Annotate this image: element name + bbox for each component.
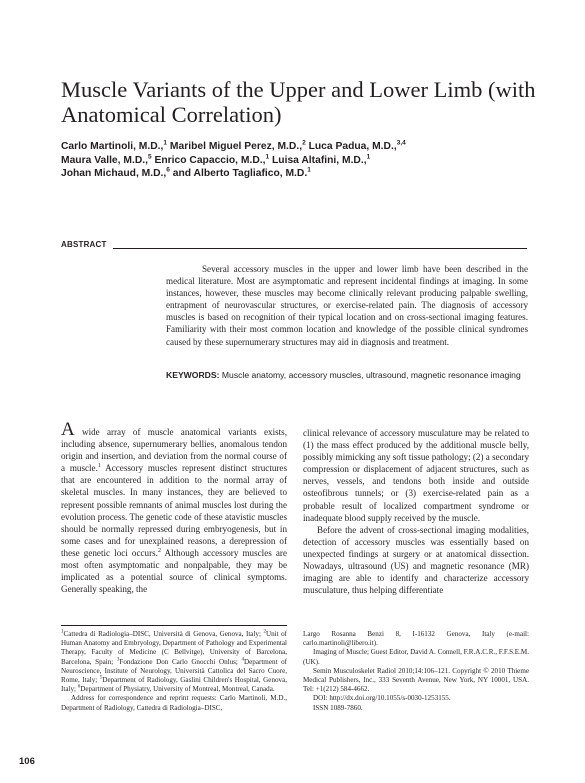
author-affiliation-ref: 5: [147, 153, 152, 161]
affiliation-text: Fondazione Don Carlo Gnocchi Onlus;: [119, 657, 238, 666]
affiliation-number: 5: [99, 675, 103, 681]
affiliation-text: Department of Physiatry, University of Montreal, Montreal, Canada.: [80, 685, 275, 694]
doi-link[interactable]: DOI: http://dx.doi.org/10.1055/s-0030-1253155.: [313, 694, 451, 703]
footnote-affiliations: [61, 630, 287, 713]
author-affiliation-ref: 2: [302, 139, 306, 147]
affiliation-text: Department of Neuroscience, Institute of Neurology, Università Cattolica del Sacro Cuore, Rome, Italy;: [61, 657, 288, 685]
author-affiliation-ref: 1: [307, 166, 311, 174]
keywords-text: Muscle anatomy, accessory muscles, ultrasound, magnetic resonance imaging: [221, 370, 521, 380]
abstract-text: Several accessory muscles in the upper and lower limb have been described in the medical literature. Most are asymptomatic and represent incidental findings at imaging. In some instances, however, these muscles may become clinically relevant producing palpable swelling, entrapment of neurovascular structures, or exercise-related pain. The diagnosis of accessory muscles is based on recognition of their typical location and on cross-sectional imaging features. Familiarity with their most common location and knowledge of the possible clinical syndromes caused by these supernumerary structures may aid in diagnosis and treatment.: [166, 264, 528, 347]
author-name: Maribel Miguel Perez, M.D.,: [169, 141, 303, 152]
body-column-right: [303, 427, 529, 596]
author-name: Enrico Capaccio, M.D.,: [154, 154, 266, 166]
body-paragraph: clinical relevance of accessory musculature may be related to (1) the mass effect produced by the additional muscle belly, possibly mimicking any soft tissue pathology; (2) a secondary compression or displacement of adjacent structures, such as nerves, vessels, and tendons both inside and outside osteofibrous tunnels; or (3) exercise-related pain as a probable result of localized compartment syndrome or inadequate blood supply received by the muscle.: [303, 428, 529, 523]
author-name: Luca Padua, M.D.,: [308, 141, 397, 152]
author-name: Maura Valle, M.D.,: [61, 154, 148, 166]
footnote-divider: [61, 625, 287, 626]
abstract-heading: ABSTRACT: [61, 240, 113, 249]
author-affiliation-ref: 1: [366, 153, 371, 161]
affiliations-paragraph: [61, 630, 287, 694]
citation-info: Semin Musculoskelet Radiol 2010;14:106–121. Copyright © 2010 Thieme Medical Publishers, Inc., 333 Seventh Avenue, New York, NY 10001, USA. Tel: +1(212) 584-4662.: [303, 666, 529, 694]
correspondence-address: Address for correspondence and reprint requests: Carlo Martinoli, M.D., Department of Radiology, Cattedra di Radiologia–DISC,: [61, 694, 287, 712]
abstract-divider: [61, 248, 527, 249]
author-affiliation-ref: 6: [166, 166, 170, 174]
page-number: 106: [19, 756, 35, 767]
author-list: [61, 140, 531, 181]
footnote-publication-info: [303, 630, 529, 713]
keywords-label: KEYWORDS:: [166, 370, 220, 380]
affiliation-number: 4: [241, 657, 244, 663]
author-name: Johan Michaud, M.D.,: [61, 168, 167, 179]
body-paragraph: Before the advent of cross-sectional imaging modalities, detection of accessory muscles was essentially based on unexpected findings at surgery or at anatomical dissection. Nowadays, ultrasound (US) and magnetic resonance (MR) imaging are able to identify and characterize accessory musculature, thus helping differentiate: [303, 524, 529, 596]
body-paragraph: [61, 419, 287, 595]
issn-info: ISSN 1089-7860.: [313, 703, 363, 712]
affiliation-number: 6: [77, 684, 81, 690]
body-text: Accessory muscles represent distinct structures that are encountered in addition to the normal array of skeletal muscles. In many instances, they are believed to represent possible remnants of animal muscles lost during the evolution process. The genetic code of these atavistic muscles should be normally repressed during embryogenesis, but in some cases and for unexplained reasons, a derepression of these genetic loci occurs.: [61, 463, 287, 558]
affiliation-number: 2: [263, 629, 266, 635]
affiliation-text: Department of Radiology, Gaslini Children's Hospital, Genova, Italy;: [61, 676, 288, 694]
affiliation-number: 1: [61, 629, 64, 635]
body-text: wide array of muscle anatomical variants exists, including absence, supernumerary bellies, anomalous tendon origin and insertion, and deviation from the normal course of a muscle.: [61, 427, 287, 474]
affiliation-number: 3: [116, 657, 120, 663]
keywords: [166, 370, 528, 382]
affiliation-text: Cattedra di Radiologia–DISC, Università di Genova, Genova, Italy;: [63, 630, 261, 638]
author-name: Carlo Martinoli, M.D.,: [61, 141, 164, 152]
affiliation-text: Unit of Human Anatomy and Embryology, Department of Pathology and Experimental Therapy, Faculty of Medicine (C Bellvitge), University of Barcelona, Barcelona, Spain;: [61, 630, 288, 666]
author-name: and Alberto Tagliafico, M.D.: [172, 168, 308, 179]
correspondence-address-continued: Largo Rosanna Benzi 8, I-16132 Genova, Italy (e-mail: carlo.martinoli@libero.it).: [303, 630, 529, 648]
reference-marker: 1: [97, 463, 101, 470]
body-column-left: [61, 419, 287, 595]
body-text: Although accessory muscles are most often asymptomatic and nonpalpable, they may be implicated as a potential source of clinical symptoms. Generally speaking, the: [61, 547, 287, 595]
reference-marker: 2: [157, 547, 161, 554]
author-affiliation-ref: 3,4: [396, 139, 406, 147]
drop-cap: A: [61, 419, 75, 440]
author-name: Luisa Altafini, M.D.,: [272, 154, 367, 166]
issue-info: Imaging of Muscle; Guest Editor, David A. Connell, F.R.A.C.R., F.F.S.E.M.(UK).: [303, 648, 529, 666]
author-affiliation-ref: 1: [163, 139, 168, 147]
article-title: Muscle Variants of the Upper and Lower Limb (with Anatomical Correlation): [61, 77, 536, 127]
author-affiliation-ref: 1: [265, 153, 270, 161]
